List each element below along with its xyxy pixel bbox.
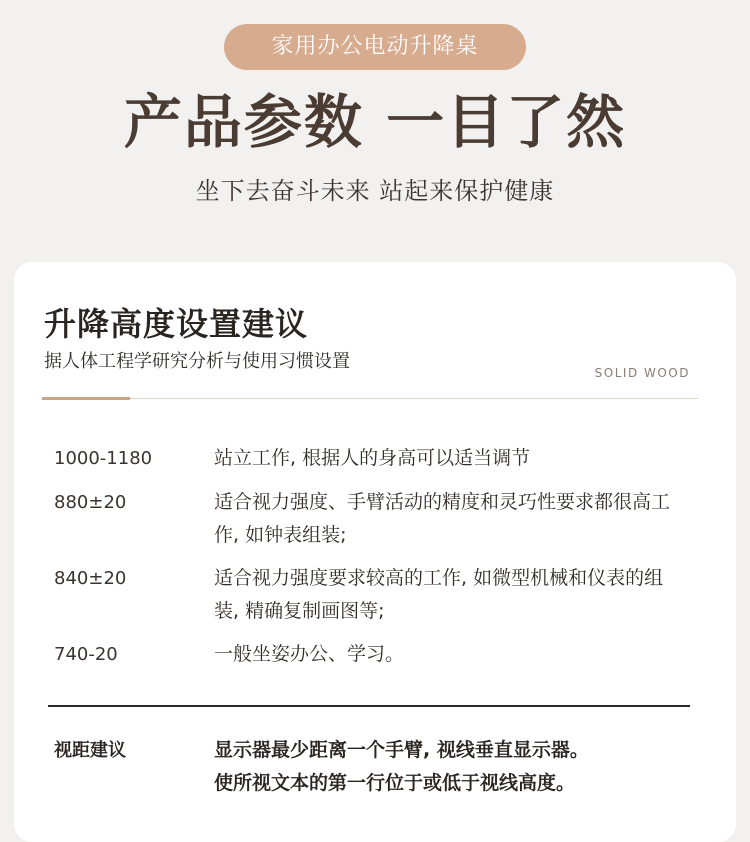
section-divider [48,705,690,707]
viewing-distance-text [214,734,684,800]
spec-height: 1000-1180 [54,448,153,469]
viewing-distance-line-1: 显示器最少距离一个手臂, 视线垂直显示器。 [214,739,589,761]
viewing-distance-line-2: 使所视文本的第一行位于或低于视线高度。 [214,772,576,794]
spec-height: 880±20 [54,492,127,513]
section-rule [42,398,698,399]
section-rule-accent [42,397,130,400]
spec-description: 适合视力强度要求较高的工作, 如微型机械和仪表的组装, 精确复制画图等; [214,567,664,622]
spec-description: 适合视力强度、手臂活动的精度和灵巧性要求都很高工作, 如钟表组装; [214,491,671,546]
spec-height: 740-20 [54,644,118,665]
page-tagline: 坐下去奋斗未来 站起来保护健康 [195,177,555,205]
card-title: 升降高度设置建议 [44,305,309,343]
height-recommendation-card [14,262,736,842]
spec-description: 一般坐姿办公、学习。 [214,643,405,665]
card-subtitle: 据人体工程学研究分析与使用习惯设置 [44,351,350,372]
spec-height: 840±20 [54,568,127,589]
viewing-distance-label: 视距建议 [54,740,126,761]
product-category-pill: 家用办公电动升降桌 [224,24,526,70]
solid-wood-tag: SOLID WOOD [594,366,690,380]
page-headline: 产品参数 一目了然 [123,88,627,156]
spec-description: 站立工作, 根据人的身高可以适当调节 [214,447,531,469]
